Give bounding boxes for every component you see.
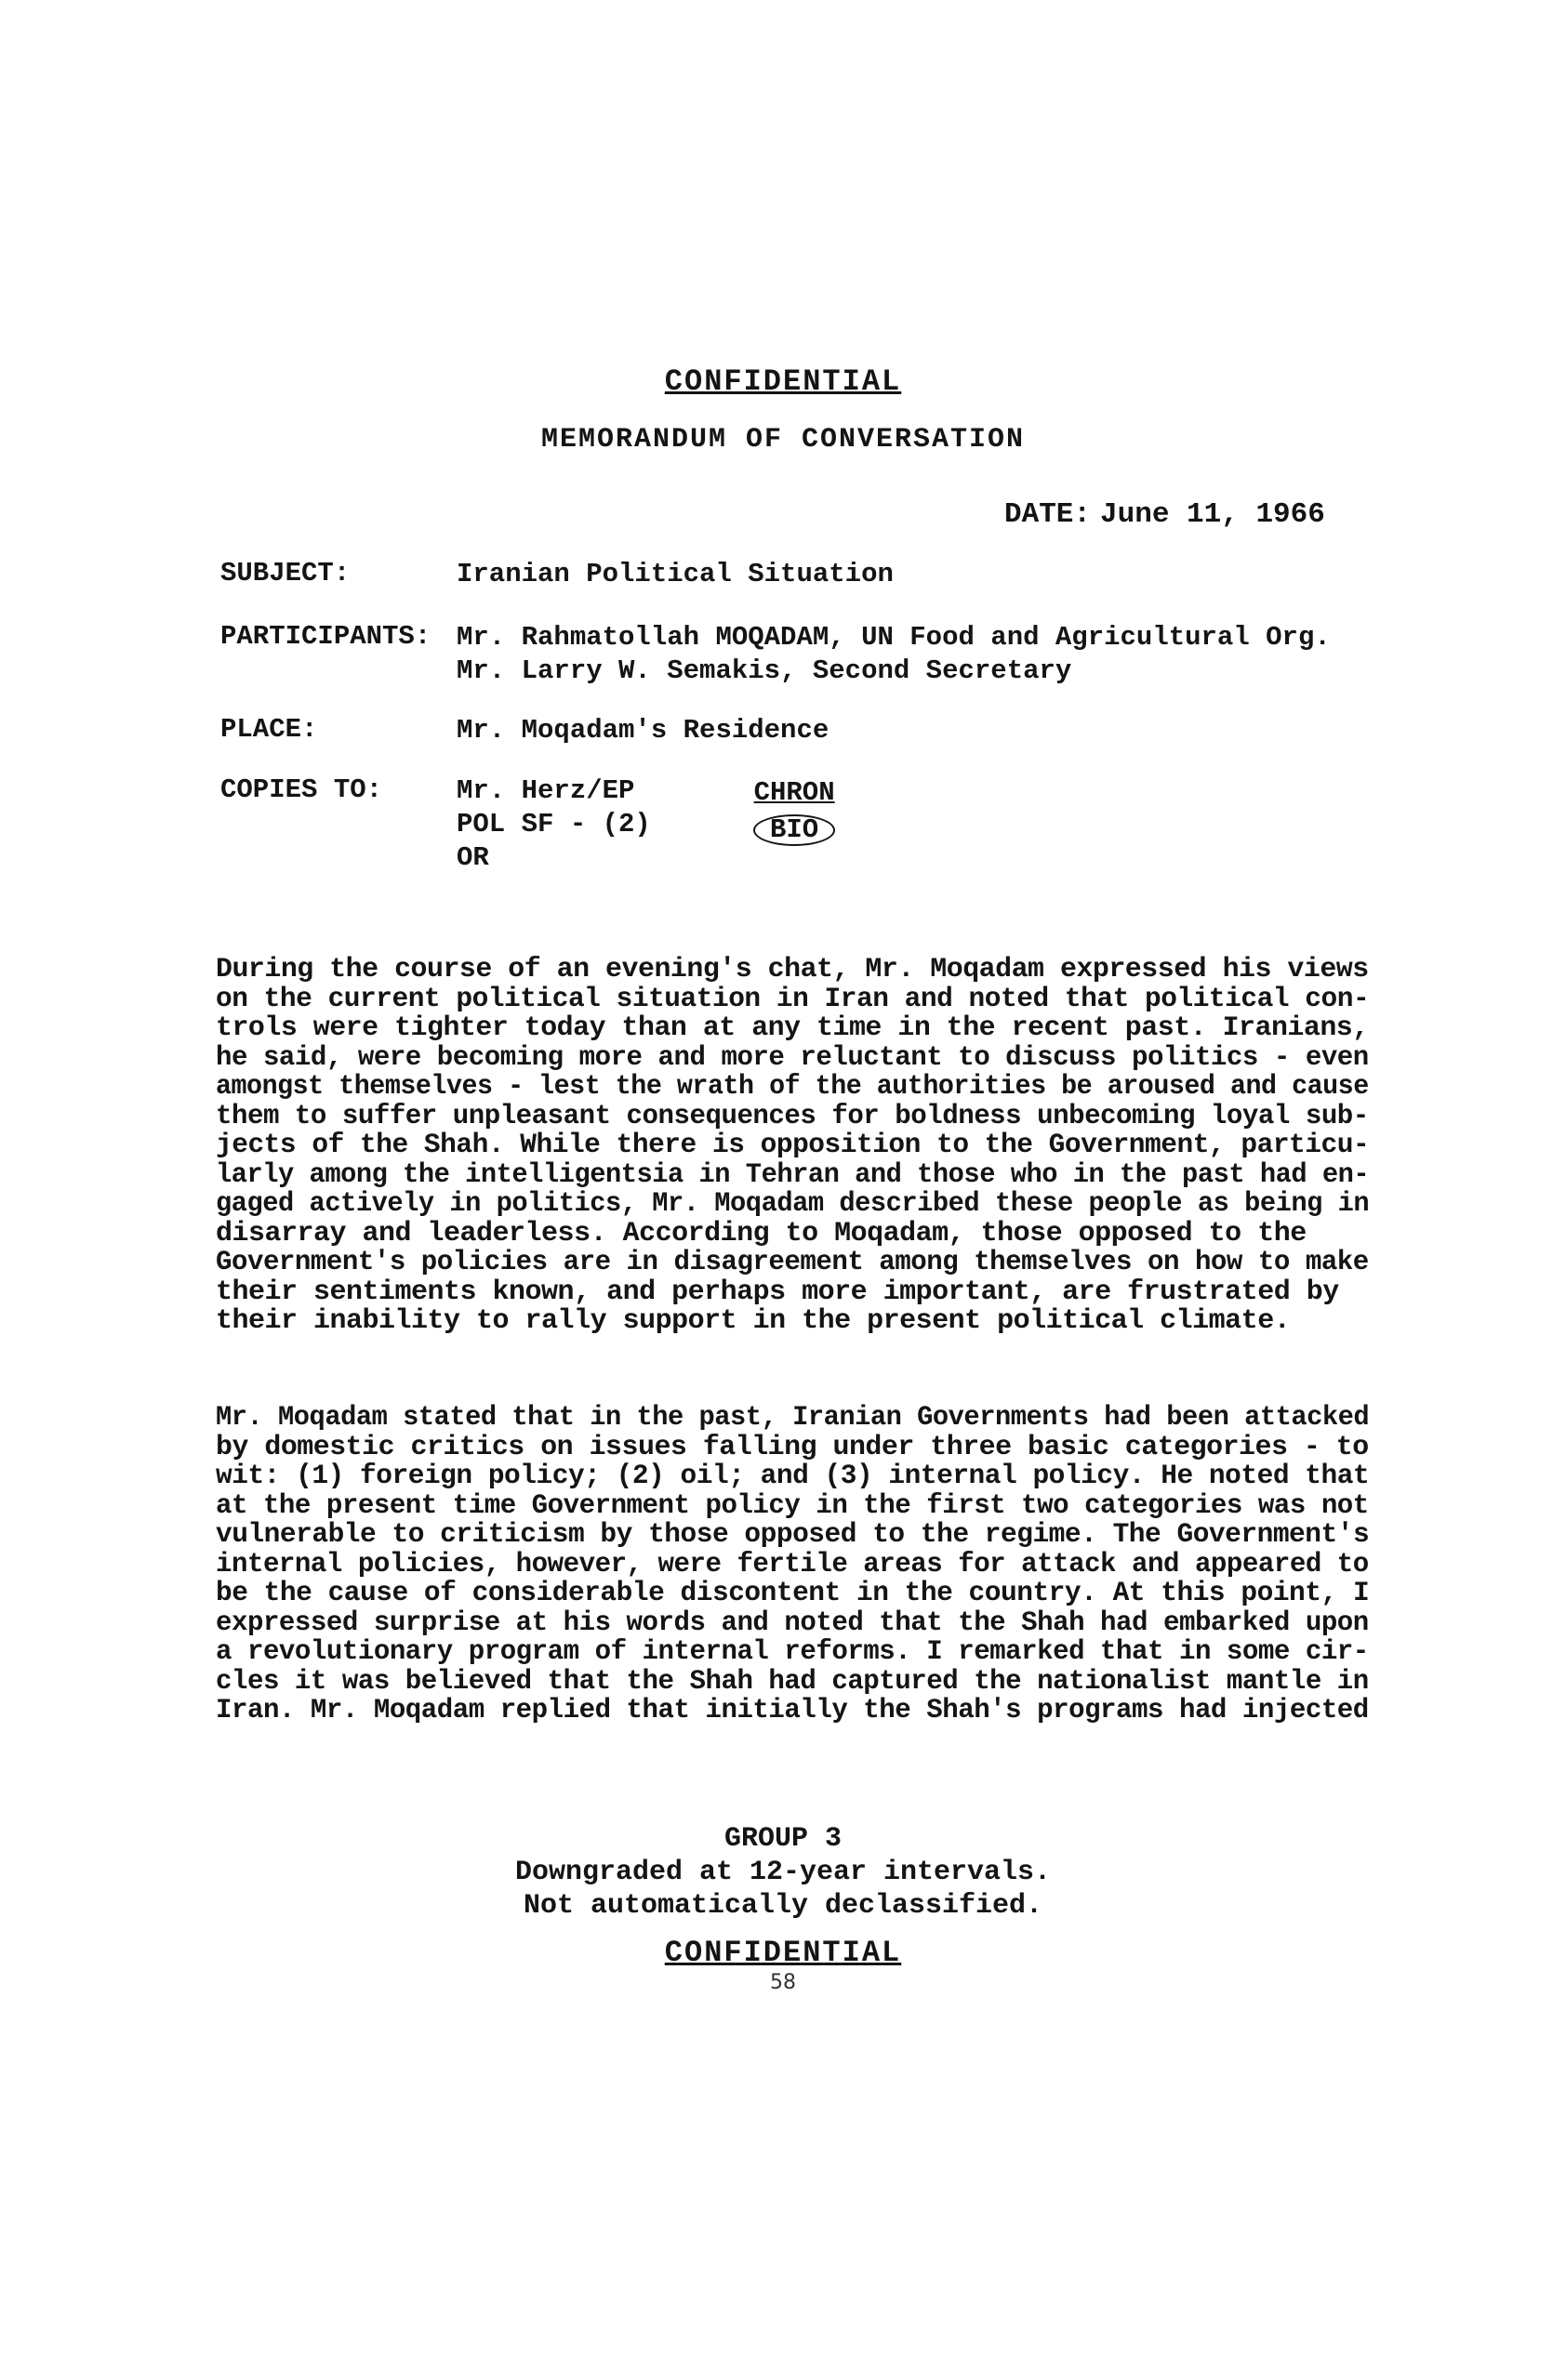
paragraph-line: gaged actively in politics, Mr. Moqadam described these people as being in [216, 1188, 1370, 1220]
paragraph-line: he said, were becoming more and more reluctant to discuss politics - even [216, 1041, 1369, 1074]
paragraph-line: a revolutionary program of internal reforms. I remarked that in some cir- [216, 1636, 1369, 1668]
group-title: GROUP 3 [723, 1823, 843, 1855]
page-number: 58 [770, 1971, 796, 1994]
paragraph-line: jects of the Shah. While there is opposition to the Government, particu- [216, 1130, 1370, 1161]
date-line [1004, 498, 1325, 531]
copies-label: COPIES TO: [220, 774, 383, 805]
paragraph-line: at the present time Government policy in the first two categories was not [216, 1489, 1369, 1522]
paragraph-line: Mr. Moqadam stated that in the past, Iranian Governments had been attacked [216, 1402, 1370, 1434]
memo-title: MEMORANDUM OF CONVERSATION [540, 424, 1026, 456]
group-line: Not automatically declassified. [523, 1890, 1043, 1922]
classification-top: CONFIDENTIAL [664, 364, 902, 399]
paragraph-line: their inability to rally support in the present political climate. [216, 1305, 1291, 1337]
copies-line: Mr. Herz/EP [457, 775, 635, 806]
participant-line: Mr. Larry W. Semakis, Second Secretary [457, 655, 1072, 686]
paragraph-line: by domestic critics on issues falling under three basic categories - to [216, 1431, 1369, 1463]
paragraph-line: cles it was believed that the Shah had captured the nationalist mantle in [216, 1665, 1369, 1698]
classification-bottom: CONFIDENTIAL [664, 1936, 902, 1970]
subject-label: SUBJECT: [220, 558, 351, 588]
copies-line: OR [457, 842, 489, 873]
body-paragraph-2 [216, 1404, 1369, 1726]
paragraph-line: Government's policies are in disagreement among themselves on how to make [216, 1247, 1369, 1278]
paragraph-line: larly among the intelligentsia in Tehran and those who in the past had en- [216, 1158, 1370, 1191]
chron-mark: CHRON [753, 777, 835, 808]
participants-list [457, 621, 1331, 688]
place-label: PLACE: [220, 714, 318, 745]
paragraph-line: disarray and leaderless. According to Moqadam, those opposed to the [216, 1217, 1307, 1250]
place-value: Mr. Moqadam's Residence [457, 715, 829, 746]
paragraph-line: expressed surprise at his words and noted that the Shah had embarked upon [216, 1606, 1369, 1639]
routing-marks [753, 774, 835, 849]
paragraph-line: them to suffer unpleasant consequences for boldness unbecoming loyal sub- [216, 1100, 1369, 1132]
paragraph-line: amongst themselves - lest the wrath of the authorities be aroused and cause [216, 1071, 1369, 1103]
paragraph-line: internal policies, however, were fertile areas for attack and appeared to [216, 1548, 1369, 1580]
group-marking [0, 1822, 1566, 1923]
subject-value: Iranian Political Situation [457, 559, 894, 589]
participant-line: Mr. Rahmatollah MOQADAM, UN Food and Agricultural Org. [457, 622, 1331, 653]
paragraph-line: wit: (1) foreign policy; (2) oil; and (3) internal policy. He noted that [216, 1461, 1370, 1492]
paragraph-line: Iran. Mr. Moqadam replied that initially the Shah's programs had injected [216, 1695, 1369, 1726]
paragraph-line: trols were tighter today than at any time in the recent past. Iranians, [216, 1012, 1369, 1044]
paragraph-line: During the course of an evening's chat, Mr. Moqadam expressed his views [216, 954, 1369, 985]
paragraph-line: on the current political situation in Iran and noted that political con- [216, 983, 1370, 1015]
copies-list [457, 774, 651, 875]
paragraph-line: vulnerable to criticism by those opposed to the regime. The Government's [216, 1519, 1370, 1551]
group-line: Downgraded at 12-year intervals. [514, 1857, 1052, 1888]
copies-line: POL SF - (2) [457, 809, 651, 840]
participants-label: PARTICIPANTS: [220, 621, 431, 652]
date-label: DATE: [1004, 498, 1092, 531]
body-paragraph-1 [216, 956, 1369, 1337]
bio-circled-mark: BIO [753, 814, 835, 846]
date-value: June 11, 1966 [1100, 498, 1325, 531]
paragraph-line: be the cause of considerable discontent in the country. At this point, I [216, 1578, 1370, 1609]
paragraph-line: their sentiments known, and perhaps more important, are frustrated by [216, 1276, 1339, 1308]
